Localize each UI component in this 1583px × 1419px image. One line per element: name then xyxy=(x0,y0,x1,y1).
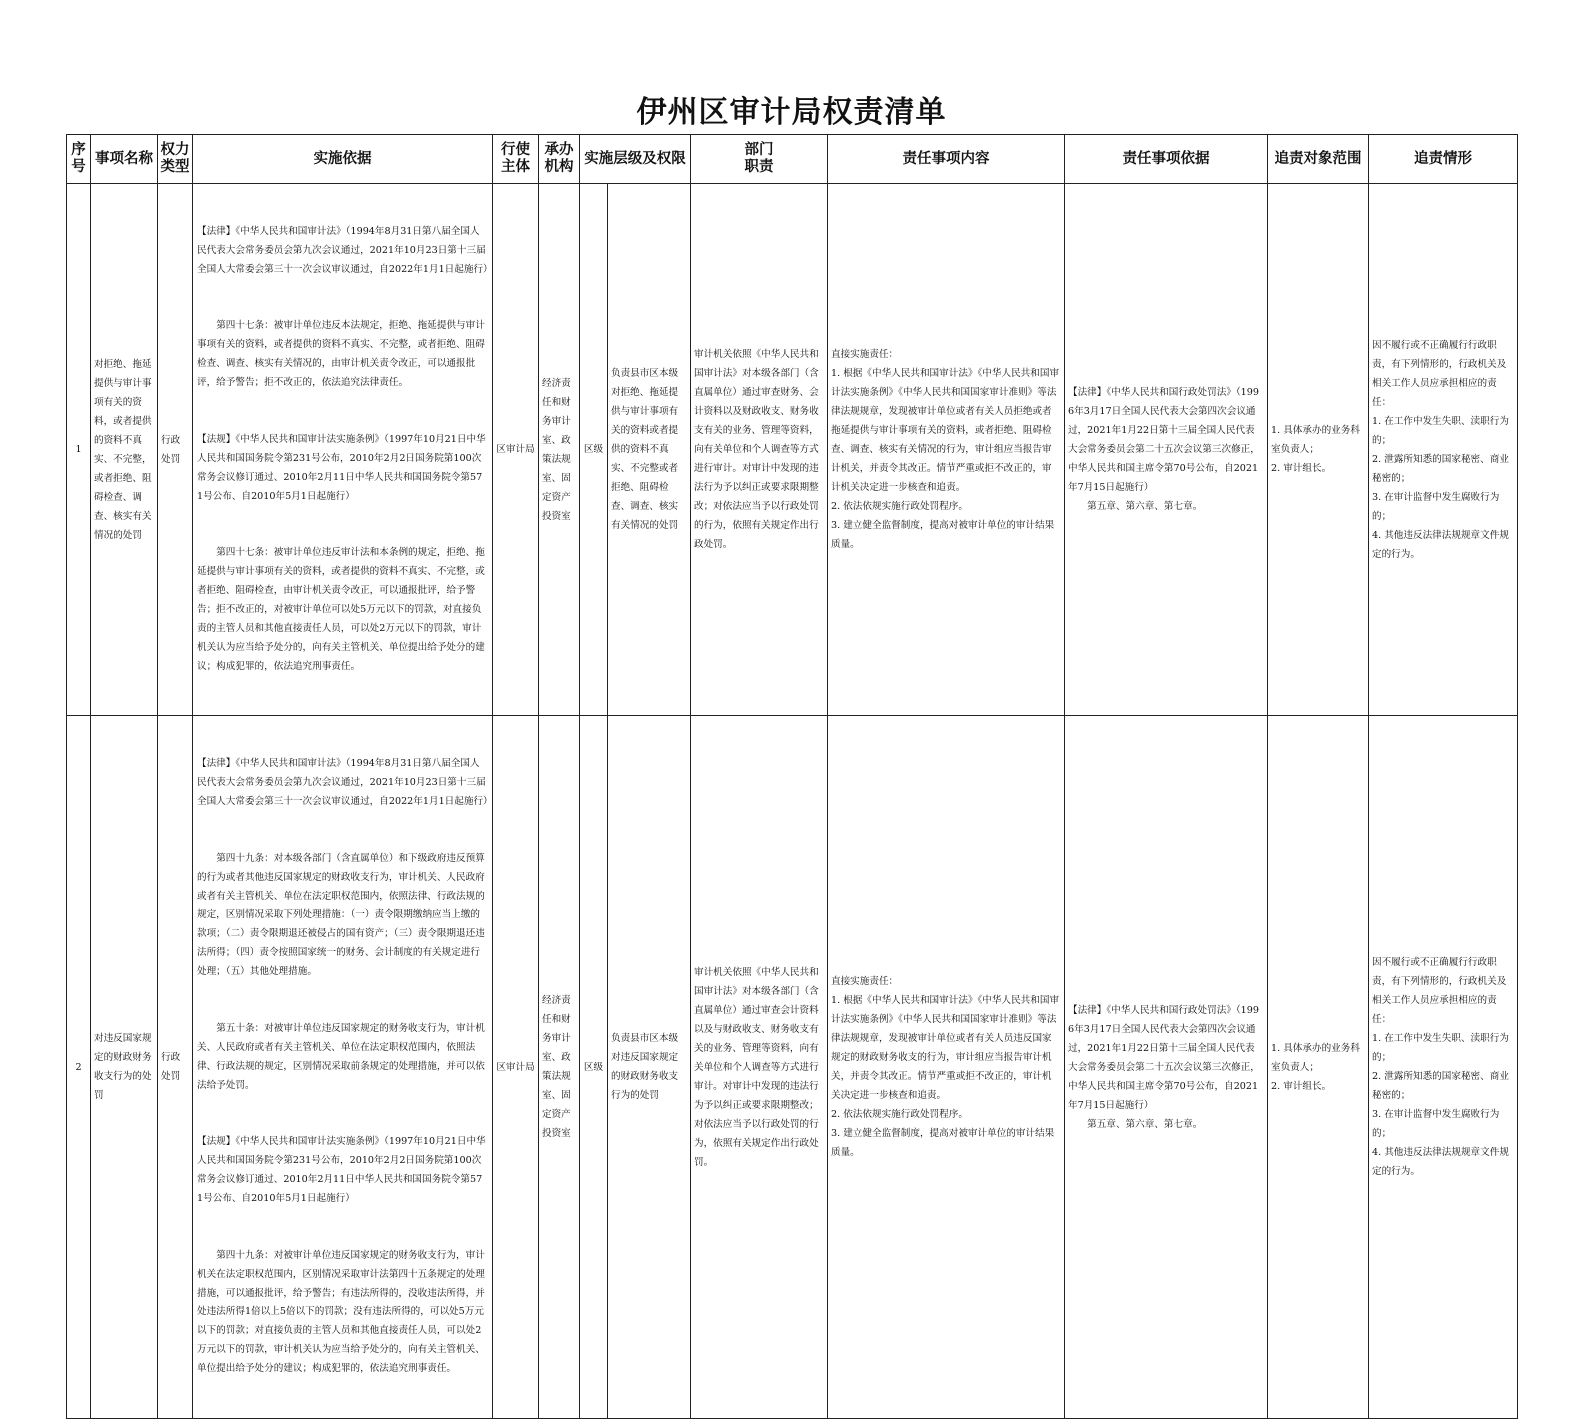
cell-subject: 区审计局 xyxy=(493,184,539,716)
basis-paragraph: 【法规】《中华人民共和国审计法实施条例》（1997年10月21日中华人民共和国国务院令第231号公布，2010年2月2日国务院第100次常务会议修订通过、2010年2月11日中华人民共和国国务院令第571号公布、自2010年5月1日起施行） xyxy=(197,433,486,502)
basis-paragraph: 【法律】《中华人民共和国审计法》（1994年8月31日第八届全国人民代表大会常务委员会第九次会议通过，2021年10月23日第十三届全国人大常委会第三十一次会议审议通过，自2022年1月1日起施行） xyxy=(197,758,493,807)
cell-name: 对违反国家规定的财政财务收支行为的处罚 xyxy=(91,716,158,1419)
header-cases: 追责情形 xyxy=(1369,135,1518,184)
cell-resp: 直接实施责任： 1. 根据《中华人民共和国审计法》《中华人民共和国审计法实施条例》《中华人民共和国国家审计准则》等法律法规规章，发现被审计单位或者有关人员违反国家规定的财政财务收支的行为，审计组应当报告审计机关，并责令其改正。情节严重或拒不改正的，审计机关决定进一步核查和追责。 2. 依法依规实施行政处罚程序。 3. 建立健全监督制度，提高对被审计单位的审计结果质量。 xyxy=(828,716,1065,1419)
header-subject: 行使 主体 xyxy=(493,135,539,184)
basis-paragraph: 第四十七条：被审计单位违反本法规定，拒绝、拖延提供与审计事项有关的资料，或者提供的资料不真实、不完整，或者拒绝、阻碍检查、调查、核实有关情况的，由审计机关责令改正，可以通报批评，给予警告；拒不改正的，依法追究法律责任。 xyxy=(197,320,485,389)
basis-paragraph: 【法规】《中华人民共和国审计法实施条例》（1997年10月21日中华人民共和国国务院令第231号公布，2010年2月2日国务院第100次常务会议修订通过、2010年2月11日中华人民共和国国务院令第571号公布、自2010年5月1日起施行） xyxy=(197,1136,486,1205)
basis-paragraph: 第四十九条：对本级各部门（含直属单位）和下级政府违反预算的行为或者其他违反国家规定的财政收支行为，审计机关、人民政府或者有关主管机关、单位在法定职权范围内，依照法律、行政法规的规定，区别情况采取下列处理措施：（一）责令限期缴纳应当上缴的款项；（二）责令限期退还被侵占的国有资产；（三）责令限期退还违法所得；（四）责令按照国家统一的财务、会计制度的有关规定进行处理；（五）其他处理措施。 xyxy=(197,852,485,978)
header-type: 权力 类型 xyxy=(158,135,193,184)
cell-type: 行政处罚 xyxy=(158,716,193,1419)
header-org: 承办 机构 xyxy=(539,135,580,184)
cell-scope: 1. 具体承办的业务科室负责人； 2. 审计组长。 xyxy=(1268,184,1369,716)
cell-scope: 1. 具体承办的业务科室负责人； 2. 审计组长。 xyxy=(1268,716,1369,1419)
header-level: 实施层级及权限 xyxy=(580,135,691,184)
cell-cases: 因不履行或不正确履行行政职责，有下列情形的，行政机关及相关工作人员应承担相应的责任： 1. 在工作中发生失职、渎职行为的； 2. 泄露所知悉的国家秘密、商业秘密的； 3. 在审计监督中发生腐败行为的； 4. 其他违反法律法规规章文件规定的行为。 xyxy=(1369,184,1518,716)
responsibility-table xyxy=(66,134,1518,1419)
cell-level-b: 负责县市区本级对违反国家规定的财政财务收支行为的处罚 xyxy=(608,716,691,1419)
header-duty: 部门 职责 xyxy=(691,135,828,184)
cell-org: 经济责任和财务审计室、政策法规室、固定资产投资室 xyxy=(539,184,580,716)
cell-subject: 区审计局 xyxy=(493,716,539,1419)
cell-resp: 直接实施责任： 1. 根据《中华人民共和国审计法》《中华人民共和国审计法实施条例》《中华人民共和国国家审计准则》等法律法规规章，发现被审计单位或者有关人员拒绝或者拖延提供与审计事项有关的资料，或者拒绝、阻碍检查、调查、核实有关情况的行为，审计组应当报告审计机关，并责令其改正。情节严重或拒不改正的，审计机关决定进一步核查和追责。 2. 依法依规实施行政处罚程序。 3. 建立健全监督制度，提高对被审计单位的审计结果质量。 xyxy=(828,184,1065,716)
cell-cases: 因不履行或不正确履行行政职责，有下列情形的，行政机关及相关工作人员应承担相应的责任： 1. 在工作中发生失职、渎职行为的； 2. 泄露所知悉的国家秘密、商业秘密的； 3. 在审计监督中发生腐败行为的； 4. 其他违反法律法规规章文件规定的行为。 xyxy=(1369,716,1518,1419)
header-name: 事项名称 xyxy=(91,135,158,184)
cell-seq: 2 xyxy=(67,716,91,1419)
header-seq: 序 号 xyxy=(67,135,91,184)
cell-seq: 1 xyxy=(67,184,91,716)
page-title: 伊州区审计局权责清单 xyxy=(636,95,947,130)
cell-level-b: 负责县市区本级对拒绝、拖延提供与审计事项有关的资料或者提供的资料不真实、不完整或者拒绝、阻碍检查、调查、核实有关情况的处罚 xyxy=(608,184,691,716)
cell-level-a: 区级 xyxy=(580,716,608,1419)
cell-level-a: 区级 xyxy=(580,184,608,716)
cell-org: 经济责任和财务审计室、政策法规室、固定资产投资室 xyxy=(539,716,580,1419)
table-row xyxy=(67,716,1518,1419)
table-row xyxy=(67,184,1518,716)
header-basis: 实施依据 xyxy=(193,135,493,184)
cell-duty: 审计机关依照《中华人民共和国审计法》对本级各部门（含直属单位）通过审查会计资料以及与财政收支、财务收支有关的业务、管理等资料，向有关单位和个人调查等方式进行审计。对审计中发现的违法行为予以纠正或要求限期整改；对依法应当予以行政处罚的行为，依照有关规定作出行政处罚。 xyxy=(691,716,828,1419)
basis-text xyxy=(193,184,492,715)
basis-paragraph: 第四十七条：被审计单位违反审计法和本条例的规定，拒绝、拖延提供与审计事项有关的资料，或者提供的资料不真实、不完整，或者拒绝、阻碍检查，由审计机关责令改正，可以通报批评，给予警告；拒不改正的，对被审计单位可以处5万元以下的罚款，对直接负责的主管人员和其他直接责任人员，可以处2万元以下的罚款，审计机关认为应当给予处分的，向有关主管机关、单位提出给予处分的建议；构成犯罪的，依法追究刑事责任。 xyxy=(197,547,485,672)
cell-resp-basis: 【法律】《中华人民共和国行政处罚法》（1996年3月17日全国人民代表大会第四次会议通过，2021年1月22日第十三届全国人民代表大会常务委员会第二十五次会议第三次修正，中华人民共和国主席令第70号公布，自2021年7月15日起施行） 第五章、第六章、第七章。 xyxy=(1065,716,1268,1419)
cell-type: 行政处罚 xyxy=(158,184,193,716)
basis-paragraph: 第五十条：对被审计单位违反国家规定的财务收支行为，审计机关、人民政府或者有关主管机关、单位在法定职权范围内，依照法律、行政法规的规定，区别情况采取前条规定的处理措施，并可以依法给予处罚。 xyxy=(197,1022,485,1091)
cell-name: 对拒绝、拖延提供与审计事项有关的资料，或者提供的资料不真实、不完整，或者拒绝、阻碍检查、调查、核实有关情况的处罚 xyxy=(91,184,158,716)
header-resp: 责任事项内容 xyxy=(828,135,1065,184)
cell-duty: 审计机关依照《中华人民共和国审计法》对本级各部门（含直属单位）通过审查财务、会计资料以及财政收支、财务收支有关的业务、管理等资料，向有关单位和个人调查等方式进行审计。对审计中发现的违法行为予以纠正或要求限期整改；对依法应当予以行政处罚的行为，依照有关规定作出行政处罚。 xyxy=(691,184,828,716)
header-scope: 追责对象范围 xyxy=(1268,135,1369,184)
basis-paragraph: 第四十九条：对被审计单位违反国家规定的财务收支行为，审计机关在法定职权范围内，区别情况采取审计法第四十五条规定的处理措施，可以通报批评，给予警告；有违法所得的，没收违法所得，并处违法所得1倍以上5倍以下的罚款；没有违法所得的，可以处5万元以下的罚款；对直接负责的主管人员和其他直接责任人员，可以处2万元以下的罚款，审计机关认为应当给予处分的，向有关主管机关、单位提出给予处分的建议；构成犯罪的，依法追究刑事责任。 xyxy=(197,1249,485,1375)
basis-text xyxy=(193,716,492,1418)
cell-basis xyxy=(193,184,493,716)
header-resp-basis: 责任事项依据 xyxy=(1065,135,1268,184)
table-header-row xyxy=(67,135,1518,184)
cell-basis xyxy=(193,716,493,1419)
cell-resp-basis: 【法律】《中华人民共和国行政处罚法》（1996年3月17日全国人民代表大会第四次会议通过，2021年1月22日第十三届全国人民代表大会常务委员会第二十五次会议第三次修正，中华人民共和国主席令第70号公布，自2021年7月15日起施行） 第五章、第六章、第七章。 xyxy=(1065,184,1268,716)
basis-paragraph: 【法律】《中华人民共和国审计法》（1994年8月31日第八届全国人民代表大会常务委员会第九次会议通过，2021年10月23日第十三届全国人大常委会第三十一次会议审议通过，自2022年1月1日起施行） xyxy=(197,225,493,275)
